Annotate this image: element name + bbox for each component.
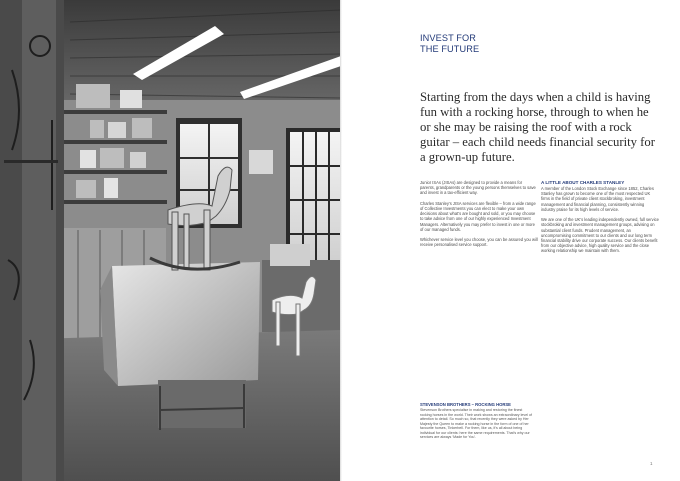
page-gutter bbox=[340, 0, 342, 481]
body-paragraph: Junior ISAs (JISAs) are designed to provide a means for parents, grandparents or the young persons themselves to save and invest in a tax-efficient way. bbox=[420, 180, 536, 196]
about-title: A LITTLE ABOUT CHARLES STANLEY bbox=[541, 180, 625, 185]
body-column-right bbox=[541, 180, 659, 259]
page-number: 1 bbox=[650, 461, 653, 466]
lead-paragraph: Starting from the days when a child is having fun with a rocking horse, through to when he or she may be raising the roof with a rock guitar – each child needs financial security for a grown-up future. bbox=[420, 90, 655, 164]
section-heading bbox=[420, 33, 560, 54]
section-heading-line: THE FUTURE bbox=[420, 43, 480, 54]
body-paragraph: Charles Stanley’s JISA services are flexible – from a wide range of Collective Investments you can elect to make your own decisions about what’s are bought and sold, or you may choose to take advice from one of our highly experienced Investment Managers. Alternatively you may prefer to invest in one or more of our managed funds. bbox=[420, 200, 536, 232]
section-heading-line: INVEST FOR bbox=[420, 33, 476, 43]
photo-caption bbox=[420, 402, 532, 440]
body-paragraph: Whichever service level you choose, you can be assured you will receive personalised service support. bbox=[420, 237, 538, 248]
body-paragraph: A member of the London Stock Exchange since 1852, Charles Stanley has grown to become one of the most respected UK firms in the field of private client stockbroking, investment management and financial planning, consistently winning industry praise for its high levels of service. bbox=[541, 186, 654, 212]
caption-text: Stevenson Brothers specialise in making and restoring the finest rocking horses in the world. Their work shows an extraordinary level of attention to detail. So much so, that recently they were asked by Her Majesty the Queen to make a rocking horse in the form of one of her favourite horses, Tinkerbell. For them, like us, it’s all about being individual for our clients: here the same requirements. That’s why our services are always ‘Made for You’. bbox=[420, 408, 532, 439]
caption-title: STEVENSON BROTHERS – ROCKING HORSE bbox=[420, 402, 511, 407]
body-paragraph: We are one of the UK’s leading independently owned, full service stockbroking and investment management groups, advising on substantial client funds. Prudent management, an uncompromising commitment to our clients and our long term financial stability drive our corporate success. Our clients benefit from our objective advice, high quality service and the close working relationship we maintain with them. bbox=[541, 217, 659, 254]
body-column-left bbox=[420, 180, 538, 253]
